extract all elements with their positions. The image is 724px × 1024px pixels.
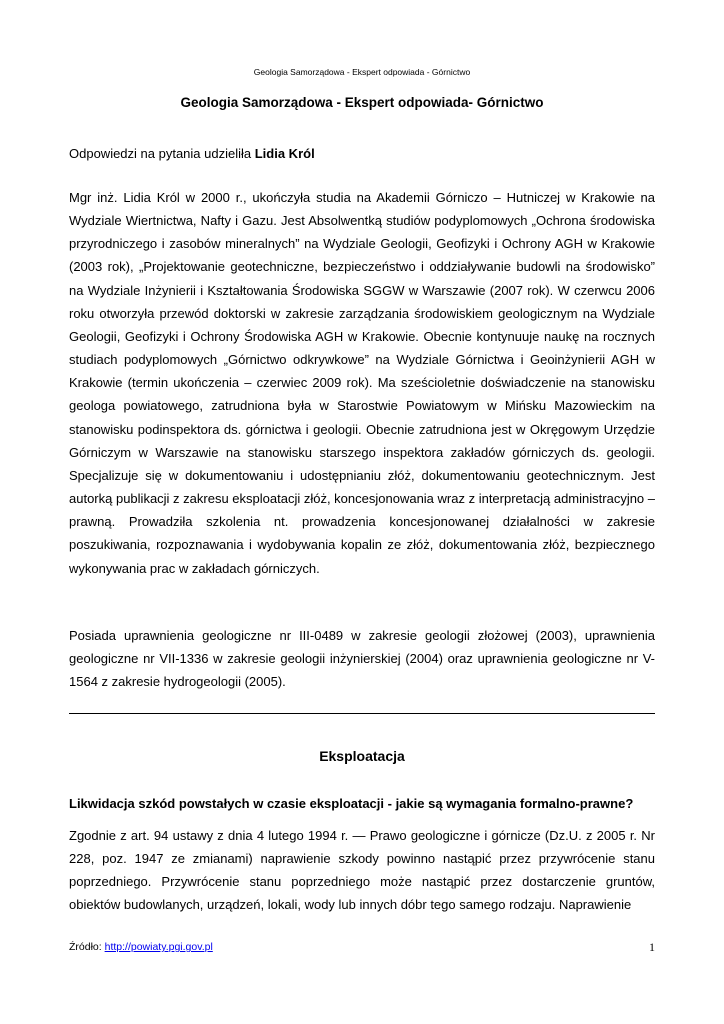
page-number: 1 [649,940,655,954]
expert-name: Lidia Król [254,146,315,161]
running-header: Geologia Samorządowa - Ekspert odpowiada - Górnictwo [253,67,471,77]
footer-source [69,941,213,953]
answer-paragraph: Zgodnie z art. 94 ustawy z dnia 4 lutego 1994 r. — Prawo geologiczne i górnicze (Dz.U. z 2005 r. Nr 228, poz. 1947 ze zmianami) naprawienie szkody powinno nastąpić przez przywrócenie stanu poprzedniego. Przywrócenie stanu poprzedniego może nastąpić przez dostarczenie gruntów, obiektów budowlanych, urządzeń, lokali, wody lub innych dóbr tego samego rodzaju. Naprawienie [69,828,655,913]
section-title: Eksploatacja [319,748,405,764]
expert-biography: Mgr inż. Lidia Król w 2000 r., ukończyła studia na Akademii Górniczo – Hutniczej w Krakowie na Wydziale Wiertnictwa, Nafty i Gazu. Jest Absolwentką studiów podyplomowych „Ochrona środowiska przyrodniczego i zasobów mineralnych” na Wydziale Geologii, Geofizyki i Ochrony AGH w Krakowie (2003 rok), „Projektowanie geotechniczne, bezpieczeństwo i oddziaływanie budowli na środowisko” na Wydziale Inżynierii i Kształtowania Środowiska SGGW w Warszawie (2007 rok). W czerwcu 2006 roku otworzyła przewód doktorski w zakresie zarządzania środowiskiem geologicznym na Wydziale Geologii, Geofizyki i Ochrony Środowiska AGH w Krakowie. Obecnie kontynuuje naukę na rocznych studiach podyplomowych „Górnictwo odkrywkowe” na Wydziale Górnictwa i Geoinżynierii AGH w Krakowie (termin ukończenia – czerwiec 2009 rok). Ma sześcioletnie doświadczenie na stanowisku geologa powiatowego, zatrudniona była w Starostwie Powiatowym w Mińsku Mazowieckim na stanowisku podinspektora ds. górnictwa i geologii. Obecnie zatrudniona jest w Okręgowym Urzędzie Górniczym w Warszawie na stanowisku starszego inspektora zakładów górniczych ds. geologii. Specjalizuje się w dokumentowaniu i udostępnianiu złóż, dokumentowaniu geotechnicznym. Jest autorką publikacji z zakresu eksploatacji złóż, koncesjonowania wraz z interpretacją administracyjno – prawną. Prowadziła szkolenia nt. prowadzenia koncesjonowanej działalności w zakresie poszukiwania, rozpoznawania i wydobywania kopalin ze złóż, dokumentowania złóż, bezpiecznego wykonywania prac w zakładach górniczych. [69,190,656,576]
horizontal-divider [69,713,655,714]
answered-by-prefix: Odpowiedzi na pytania udzieliła [69,146,255,161]
source-label: Źródło: [69,941,105,953]
answered-by-line [69,146,315,161]
expert-licenses: Posiada uprawnienia geologiczne nr III-0489 w zakresie geologii złożowej (2003), uprawnienia geologiczne nr VII-1336 w zakresie geologii inżynierskiej (2004) oraz uprawnienia geologiczne nr V-1564 z zakresie hydrogeologii (2005). [69,628,655,690]
document-title: Geologia Samorządowa - Ekspert odpowiada- Górnictwo [180,95,544,110]
source-link[interactable]: http://powiaty.pgi.gov.pl [104,941,213,953]
question-heading: Likwidacja szkód powstałych w czasie eksploatacji - jakie są wymagania formalno-prawne? [69,796,634,811]
